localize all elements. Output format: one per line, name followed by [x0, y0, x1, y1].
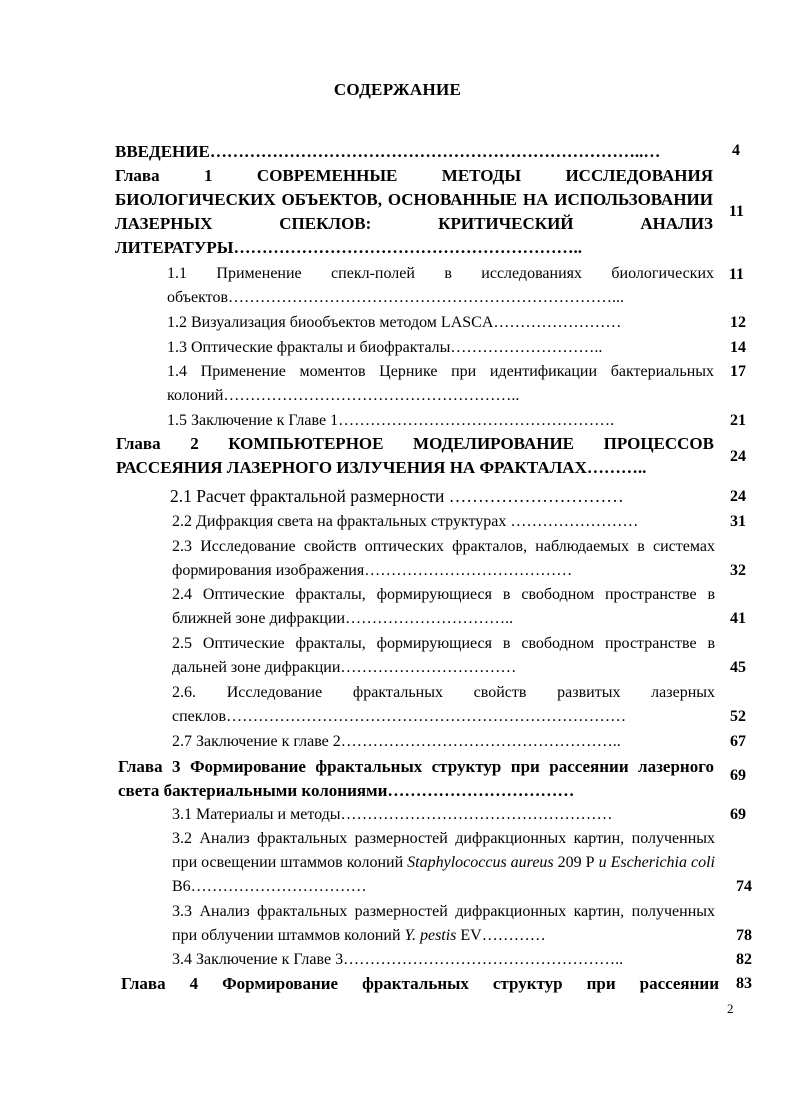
toc-entry-chapter-4 — [121, 972, 719, 996]
toc-entry-section-2-4 — [172, 583, 715, 631]
toc-text-part: 209 Р — [553, 854, 599, 871]
toc-page-number: 4 — [732, 142, 740, 159]
toc-entry-section-3-1 — [172, 803, 712, 827]
toc-entry-text: 2.2 Дифракция света на фрактальных структурах …………………… — [172, 513, 639, 530]
page-title: СОДЕРЖАНИЕ — [333, 80, 462, 99]
toc-text-italic: и Escherichia coli — [598, 854, 716, 871]
toc-text-italic: Staphylococcus aureus — [407, 854, 554, 871]
toc-page-number: 14 — [730, 339, 746, 356]
toc-page-number: 17 — [730, 363, 746, 380]
toc-page-number: 45 — [730, 659, 746, 676]
toc-page-number: 69 — [730, 767, 746, 784]
toc-entry-text: 1.2 Визуализация биообъектов методом LASCA…………………… — [167, 314, 622, 331]
toc-page-number: 74 — [736, 878, 752, 895]
toc-entry-section-1-1 — [167, 262, 714, 310]
toc-entry-section-1-4 — [167, 360, 714, 408]
toc-entry-section-2-2 — [172, 510, 712, 534]
toc-page-number: 11 — [728, 203, 744, 220]
toc-entry-text: 2.7 Заключение к главе 2…………………………………………….. — [172, 733, 621, 750]
page-number: 2 — [727, 1001, 734, 1016]
toc-entry-text: Глава 3 Формирование фрактальных структур при рассеянии лазерного света бактериальными колониями…………………………… — [118, 757, 714, 800]
toc-page-number: 82 — [736, 951, 752, 968]
toc-entry-section-1-2 — [167, 311, 707, 335]
toc-text-italic: Y. pestis — [404, 927, 457, 944]
toc-entry-text: 2.5 Оптические фракталы, формирующиеся в свободном пространстве в дальней зоне дифракции…………………………… — [172, 635, 715, 676]
toc-page-number: 24 — [730, 448, 746, 465]
toc-entry-text: 3.4 Заключение к Главе 3…………………………………………….. — [172, 951, 624, 968]
toc-entry-chapter-3 — [118, 755, 714, 803]
toc-entry-text: 2.4 Оптические фракталы, формирующиеся в свободном пространстве в ближней зоне дифракции………………………….. — [172, 586, 715, 627]
toc-entry-section-3-4 — [172, 948, 712, 972]
toc-page-number: 32 — [730, 562, 746, 579]
toc-entry-text: 2.1 Расчет фрактальной размерности ………………………… — [170, 486, 624, 506]
toc-entry-text: 1.4 Применение моментов Цернике при идентификации бактериальных колоний……………………………………………….. — [167, 363, 714, 404]
toc-text-part: 3.3 Анализ фрактальных размерностей дифракционных картин, полученных при облучении штаммов колоний — [172, 903, 715, 944]
toc-entry-section-2-6 — [172, 681, 715, 729]
toc-text-part: B6…………………………… — [172, 878, 367, 895]
toc-page-number: 78 — [736, 927, 752, 944]
toc-entry-section-3-3 — [172, 900, 715, 948]
toc-page-number: 12 — [730, 314, 746, 331]
toc-entry-text: ВВЕДЕНИЕ…………………………………………………………………..… — [115, 142, 661, 161]
toc-entry-section-1-5 — [167, 409, 707, 433]
toc-page-number: 67 — [730, 733, 746, 750]
toc-entry-section-2-5 — [172, 632, 715, 680]
toc-entry-section-2-1 — [170, 484, 710, 508]
toc-page-number: 69 — [730, 806, 746, 823]
toc-entry-section-1-3 — [167, 336, 707, 360]
toc-page-number: 31 — [730, 513, 746, 530]
toc-entry-text: 2.3 Исследование свойств оптических фракталов, наблюдаемых в системах формирования изображения………………………………… — [172, 538, 715, 579]
toc-entry-text: 1.3 Оптические фракталы и биофракталы……………………….. — [167, 339, 603, 356]
toc-page-number: 24 — [730, 488, 746, 505]
toc-entry-section-2-7 — [172, 730, 712, 754]
toc-page-number: 52 — [730, 708, 746, 725]
toc-entry-section-2-3 — [172, 535, 715, 583]
toc-page-number: 21 — [730, 412, 746, 429]
toc-entry-text: 3.1 Материалы и методы…………………………………………… — [172, 806, 613, 823]
toc-entry-chapter-1 — [115, 163, 713, 260]
toc-entry-text — [172, 900, 715, 948]
toc-entry-text: 1.1 Применение спекл-полей в исследованиях биологических объектов………………………………………………………………... — [167, 265, 714, 306]
toc-page-number: 11 — [728, 266, 744, 283]
toc-page-number: 41 — [730, 610, 746, 627]
toc-entry-text — [172, 827, 715, 899]
toc-entry-text: 2.6. Исследование фрактальных свойств развитых лазерных спеклов………………………………………………………………… — [172, 684, 715, 725]
toc-entry-text: 1.5 Заключение к Главе 1……………………………………………. — [167, 412, 615, 429]
toc-entry-text: Глава 2 КОМПЬЮТЕРНОЕ МОДЕЛИРОВАНИЕ ПРОЦЕССОВ РАССЕЯНИЯ ЛАЗЕРНОГО ИЗЛУЧЕНИЯ НА ФРАКТАЛАХ……….. — [116, 434, 714, 477]
toc-page-number: 83 — [736, 975, 752, 992]
toc-entry-chapter-2 — [116, 432, 714, 480]
toc-text-part: 3.2 Анализ фрактальных размерностей дифракционных картин, полученных при освещении штаммов колоний — [172, 830, 715, 871]
toc-entry-section-3-2 — [172, 827, 715, 899]
toc-entry-introduction — [115, 140, 713, 164]
toc-text-part: EV………… — [456, 927, 546, 944]
toc-entry-text: Глава 1 СОВРЕМЕННЫЕ МЕТОДЫ ИССЛЕДОВАНИЯ БИОЛОГИЧЕСКИХ ОБЪЕКТОВ, ОСНОВАННЫЕ НА ИСПОЛЬЗОВАНИИ ЛАЗЕРНЫХ СПЕКЛОВ: КРИТИЧЕСКИЙ АНАЛИЗ ЛИТЕРАТУРЫ…………………………………………………….. — [115, 165, 713, 257]
toc-entry-text: Глава 4 Формирование фрактальных структур при рассеянии — [121, 974, 719, 993]
